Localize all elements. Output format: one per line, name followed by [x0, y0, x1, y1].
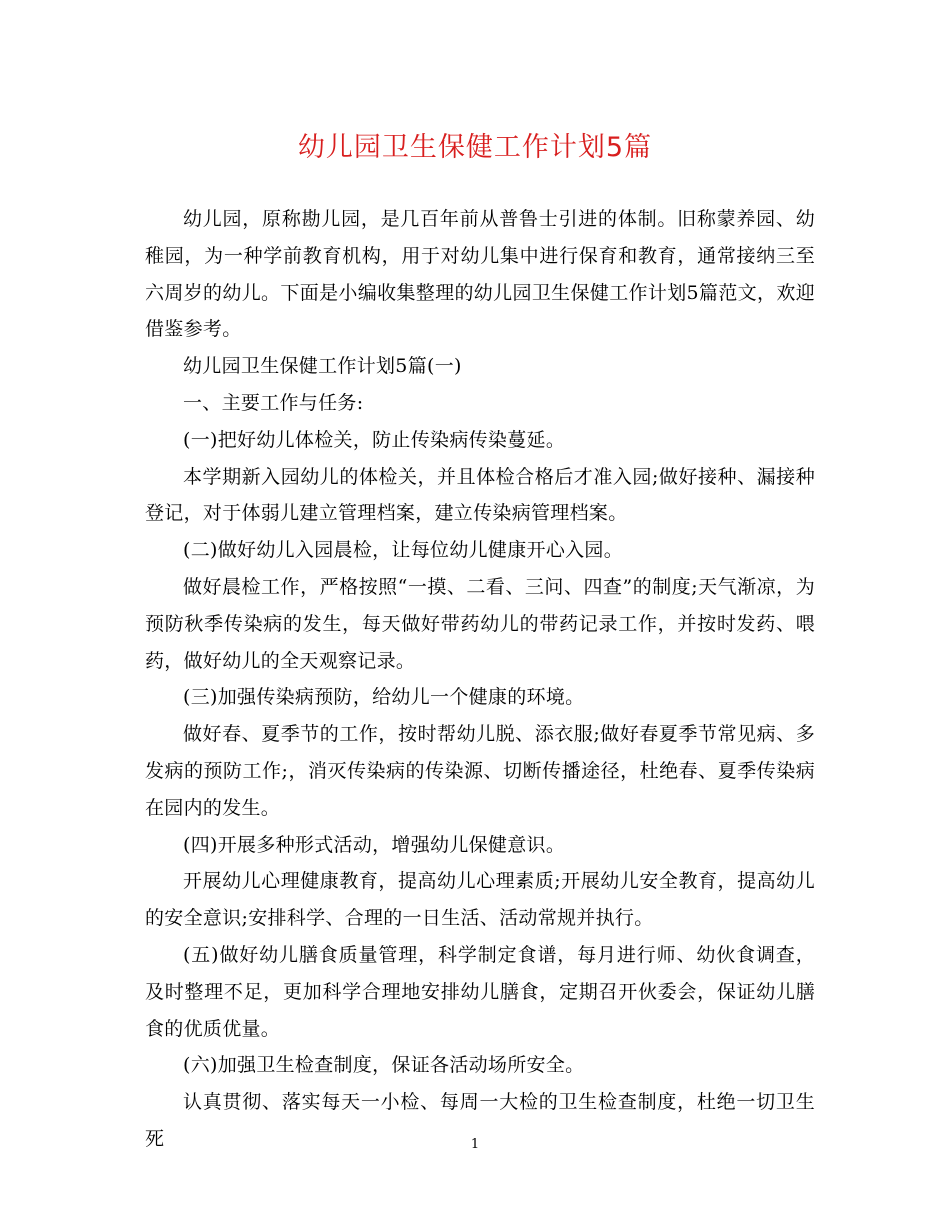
paragraph-item-3-text: 做好春、夏季节的工作，按时帮幼儿脱、添衣服;做好春夏季节常见病、多发病的预防工作;，消灭传染病的传染源、切断传播途径，杜绝春、夏季传染病在园内的发生。 — [145, 723, 815, 819]
paragraph-item-5: (五)做好幼儿膳食质量管理，科学制定食谱，每月进行师、幼伙食调查，及时整理不足，更加科学合理地安排幼儿膳食，定期召开伙委会，保证幼儿膳食的优质优量。 — [145, 943, 815, 1040]
paragraph-item-4-heading: (四)开展多种形式活动，增强幼儿保健意识。 — [183, 833, 566, 856]
paragraph-item-6-heading: (六)加强卫生检查制度，保证各活动场所安全。 — [183, 1054, 585, 1077]
paragraph-item-4-text: 开展幼儿心理健康教育，提高幼儿心理素质;开展幼儿安全教育，提高幼儿的安全意识;安排科学、合理的一日生活、活动常规并执行。 — [145, 870, 815, 930]
paragraph-item-2-text: 做好晨检工作，严格按照“一摸、二看、三问、四查”的制度;天气渐凉，为预防秋季传染病的发生，每天做好带药幼儿的带药记录工作，并按时发药、喂药，做好幼儿的全天观察记录。 — [145, 575, 815, 672]
paragraph-item-1-heading: (一)把好幼儿体检关，防止传染病传染蔓延。 — [183, 428, 566, 451]
paragraph-plan-heading: 幼儿园卫生保健工作计划5篇(一) — [183, 355, 462, 378]
paragraph-section-heading: 一、主要工作与任务: — [183, 391, 364, 414]
paragraph-item-6-text: 认真贯彻、落实每天一小检、每周一大检的卫生检查制度，杜绝一切卫生死 — [145, 1091, 815, 1150]
document-body — [145, 201, 815, 1158]
paragraph-item-3-heading: (三)加强传染病预防，给幼儿一个健康的环境。 — [183, 686, 585, 709]
page-number: 1 — [470, 1137, 480, 1152]
paragraph-item-2-heading: (二)做好幼儿入园晨检，让每位幼儿健康开心入园。 — [183, 539, 624, 562]
document-title: 幼儿园卫生保健工作计划5篇 — [297, 132, 653, 163]
paragraph-intro: 幼儿园，原称勘儿园，是几百年前从普鲁士引进的体制。旧称蒙养园、幼稚园，为一种学前教育机构，用于对幼儿集中进行保育和教育，通常接纳三至六周岁的幼儿。下面是小编收集整理的幼儿园卫生保健工作计划5篇范文，欢迎借鉴参考。 — [145, 208, 815, 341]
paragraph-item-1-text: 本学期新入园幼儿的体检关，并且体检合格后才准入园;做好接种、漏接种登记，对于体弱儿建立管理档案，建立传染病管理档案。 — [145, 465, 815, 525]
